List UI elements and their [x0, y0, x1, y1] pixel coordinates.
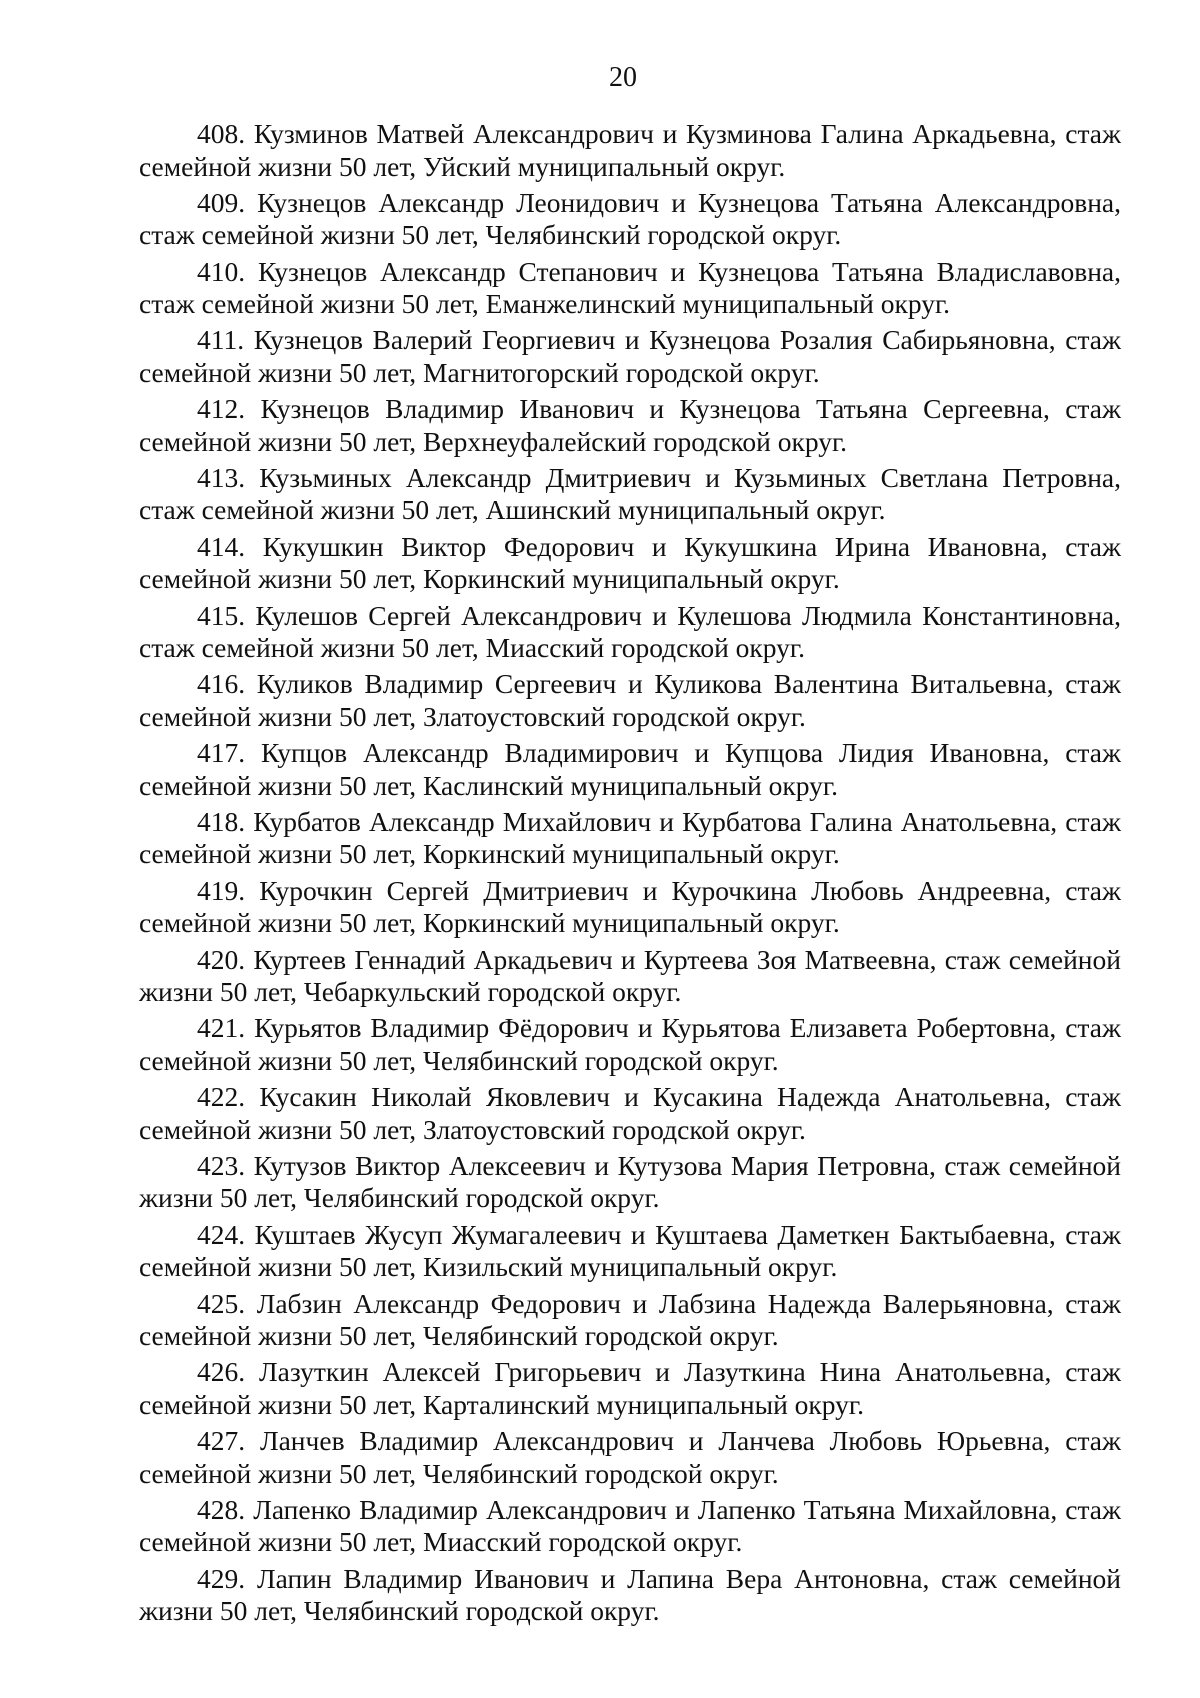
item-text: Лапенко Владимир Александрович и Лапенко Татьяна Михайловна, стаж семейной жизни 50 лет, Миасский городской округ. [139, 1493, 1122, 1558]
list-item [139, 462, 1121, 527]
item-number: 419. [197, 874, 246, 906]
item-text: Кузминов Матвей Александрович и Кузминова Галина Аркадьевна, стаж семейной жизни 50 лет, Уйский муниципальный округ. [139, 118, 1121, 182]
list-item [139, 600, 1121, 665]
item-number: 412. [197, 393, 246, 425]
item-number: 417. [197, 737, 246, 769]
item-number: 424. [197, 1218, 246, 1250]
item-number: 418. [197, 805, 246, 837]
list-item [139, 1494, 1121, 1559]
list-item [139, 1425, 1121, 1490]
item-text: Кузнецов Александр Леонидович и Кузнецова Татьяна Александровна, стаж семейной жизни 50 лет, Челябинский городской округ. [139, 186, 1122, 251]
item-number: 408. [197, 118, 246, 149]
item-number: 428. [197, 1493, 246, 1525]
item-text: Лабзин Александр Федорович и Лабзина Надежда Валерьяновна, стаж семейной жизни 50 лет, Челябинский городской округ. [139, 1287, 1121, 1352]
item-text: Купцов Александр Владимирович и Купцова Лидия Ивановна, стаж семейной жизни 50 лет, Каслинский муниципальный округ. [139, 737, 1121, 801]
item-text: Курьятов Владимир Фёдорович и Курьятова Елизавета Робертовна, стаж семейной жизни 50 лет, Челябинский городской округ. [139, 1012, 1121, 1076]
list-item [139, 1288, 1121, 1353]
list-item [139, 944, 1121, 1009]
list-item [139, 1150, 1121, 1215]
item-text: Кузнецов Александр Степанович и Кузнецова Татьяна Владиславовна, стаж семейной жизни 50 лет, Еманжелинский муниципальный округ. [139, 255, 1122, 320]
item-text: Куштаев Жусуп Жумагалеевич и Куштаева Даметкен Бактыбаевна, стаж семейной жизни 50 лет, Кизильский муниципальный округ. [139, 1218, 1122, 1283]
item-text: Лапин Владимир Иванович и Лапина Вера Антоновна, стаж семейной жизни 50 лет, Челябинский городской округ. [139, 1562, 1121, 1627]
item-number: 425. [197, 1287, 246, 1319]
item-text: Кусакин Николай Яковлевич и Кусакина Надежда Анатольевна, стаж семейной жизни 50 лет, Златоустовский городской округ. [139, 1081, 1121, 1145]
item-number: 411. [197, 324, 245, 356]
item-text: Кукушкин Виктор Федорович и Кукушкина Ирина Ивановна, стаж семейной жизни 50 лет, Коркинский муниципальный округ. [139, 530, 1121, 595]
list-item [139, 1563, 1121, 1628]
item-text: Ланчев Владимир Александрович и Ланчева Любовь Юрьевна, стаж семейной жизни 50 лет, Челябинский городской округ. [139, 1425, 1122, 1489]
item-number: 416. [197, 668, 246, 700]
list-item [139, 737, 1121, 802]
list-item [139, 1081, 1121, 1146]
item-number: 413. [197, 461, 246, 493]
item-number: 420. [197, 943, 246, 975]
item-text: Кутузов Виктор Алексеевич и Кутузова Мария Петровна, стаж семейной жизни 50 лет, Челябинский городской округ. [139, 1149, 1121, 1214]
list-item [139, 256, 1121, 321]
item-number: 415. [197, 599, 246, 631]
item-text: Кулешов Сергей Александрович и Кулешова Людмила Константиновна, стаж семейной жизни 50 лет, Миасский городской округ. [139, 599, 1121, 664]
item-number: 409. [197, 186, 246, 218]
item-text: Кузьминых Александр Дмитриевич и Кузьминых Светлана Петровна, стаж семейной жизни 50 лет, Ашинский муниципальный округ. [139, 461, 1121, 526]
item-number: 426. [197, 1356, 246, 1388]
award-list [139, 118, 1121, 1632]
list-item [139, 531, 1121, 596]
page-number: 20 [609, 62, 637, 93]
list-item [139, 875, 1121, 940]
item-text: Кузнецов Валерий Георгиевич и Кузнецова Розалия Сабирьяновна, стаж семейной жизни 50 лет, Магнитогорский городской округ. [139, 324, 1122, 388]
list-item [139, 1356, 1121, 1421]
item-number: 414. [197, 530, 246, 562]
list-item [139, 806, 1121, 871]
list-item [139, 1219, 1121, 1284]
item-number: 421. [197, 1012, 246, 1044]
item-number: 423. [197, 1149, 246, 1181]
item-text: Лазуткин Алексей Григорьевич и Лазуткина Нина Анатольевна, стаж семейной жизни 50 лет, Карталинский муниципальный округ. [139, 1356, 1121, 1420]
list-item [139, 668, 1121, 733]
item-text: Куликов Владимир Сергеевич и Куликова Валентина Витальевна, стаж семейной жизни 50 лет, Златоустовский городской округ. [139, 668, 1121, 732]
item-number: 422. [197, 1081, 246, 1113]
item-text: Курочкин Сергей Дмитриевич и Курочкина Любовь Андреевна, стаж семейной жизни 50 лет, Коркинский муниципальный округ. [139, 874, 1122, 939]
item-number: 410. [197, 255, 246, 287]
item-text: Курбатов Александр Михайлович и Курбатова Галина Анатольевна, стаж семейной жизни 50 лет, Коркинский муниципальный округ. [139, 805, 1122, 870]
list-item [139, 1012, 1121, 1077]
item-text: Кузнецов Владимир Иванович и Кузнецова Татьяна Сергеевна, стаж семейной жизни 50 лет, Верхнеуфалейский городской округ. [139, 393, 1121, 457]
list-item [139, 324, 1121, 389]
item-number: 429. [197, 1562, 246, 1594]
list-item [139, 118, 1121, 183]
list-item [139, 187, 1121, 252]
item-number: 427. [197, 1425, 246, 1457]
item-text: Куртеев Геннадий Аркадьевич и Куртеева Зоя Матвеевна, стаж семейной жизни 50 лет, Чебаркульский городской округ. [139, 943, 1121, 1008]
list-item [139, 393, 1121, 458]
